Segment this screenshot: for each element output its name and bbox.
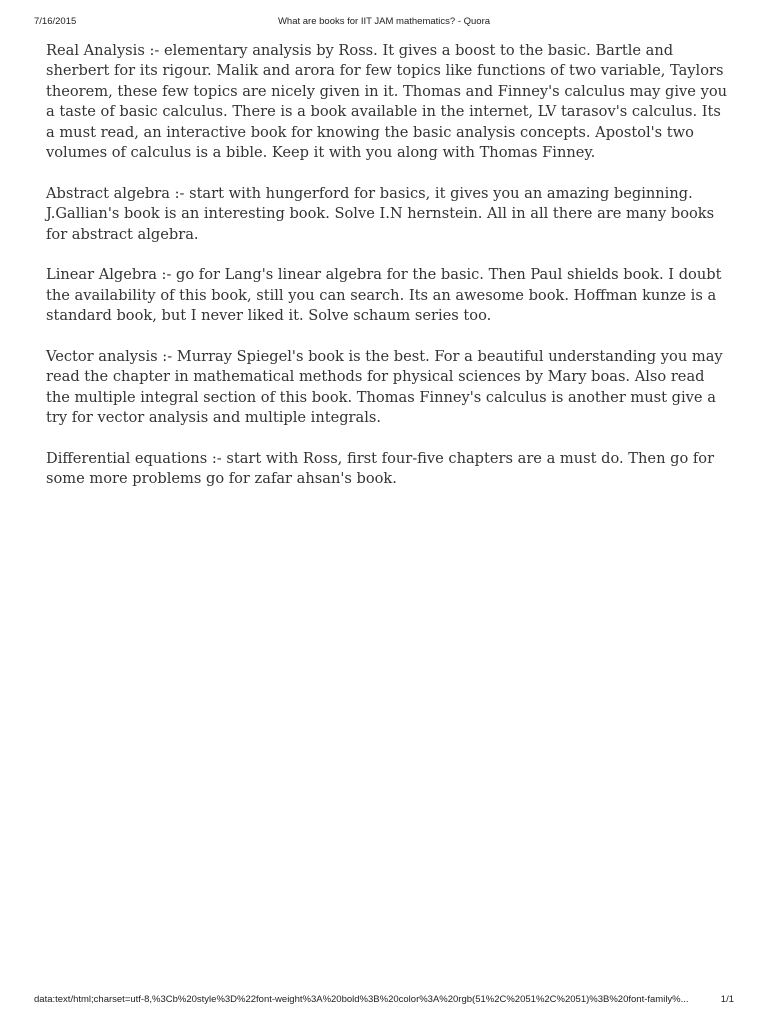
paragraph-vector-analysis: Vector analysis :- Murray Spiegel's book is the best. For a beautiful understanding you may read the chapter in mathematical methods for physical sciences by Mary boas. Also read the multiple integral section of this book. Thomas Finney's calculus is another must give a try for vector analysis and multiple integrals.: [46, 348, 723, 427]
print-header: [0, 16, 768, 30]
page-url: data:text/html;charset=utf-8,%3Cb%20style%3D%22font-weight%3A%20bold%3B%20color%3A%20rgb(51%2C%2051%2C%2051)%3B%20font-family%...: [34, 994, 689, 1005]
paragraph-real-analysis: Real Analysis :- elementary analysis by Ross. It gives a boost to the basic. Bartle and sherbert for its rigour. Malik and arora for few topics like functions of two variable, Taylors theorem, these few topics are nicely given in it. Thomas and Finney's calculus may give you a taste of basic calculus. There is a book available in the internet, LV tarasov's calculus. Its a must read, an interactive book for knowing the basic analysis concepts. Apostol's two volumes of calculus is a bible. Keep it with you along with Thomas Finney.: [46, 42, 728, 162]
page-title: What are books for IIT JAM mathematics? - Quora: [277, 16, 491, 27]
paragraph-abstract-algebra: Abstract algebra :- start with hungerford for basics, it gives you an amazing beginning. J.Gallian's book is an interesting book. Solve I.N hernstein. All in all there are many books for abstract algebra.: [46, 184, 715, 243]
answer-body: [46, 41, 728, 510]
paragraph-linear-algebra: Linear Algebra :- go for Lang's linear algebra for the basic. Then Paul shields book. I doubt the availability of this book, still you can search. Its an awesome book. Hoffman kunze is a standard book, but I never liked it. Solve schaum series too.: [46, 266, 722, 325]
paragraph-differential-equations: Differential equations :- start with Ross, first four-five chapters are a must do. Then go for some more problems go for zafar ahsan's book.: [46, 450, 715, 488]
page-number: 1/1: [720, 994, 734, 1005]
print-footer: [0, 994, 768, 1008]
print-date: 7/16/2015: [34, 16, 77, 27]
